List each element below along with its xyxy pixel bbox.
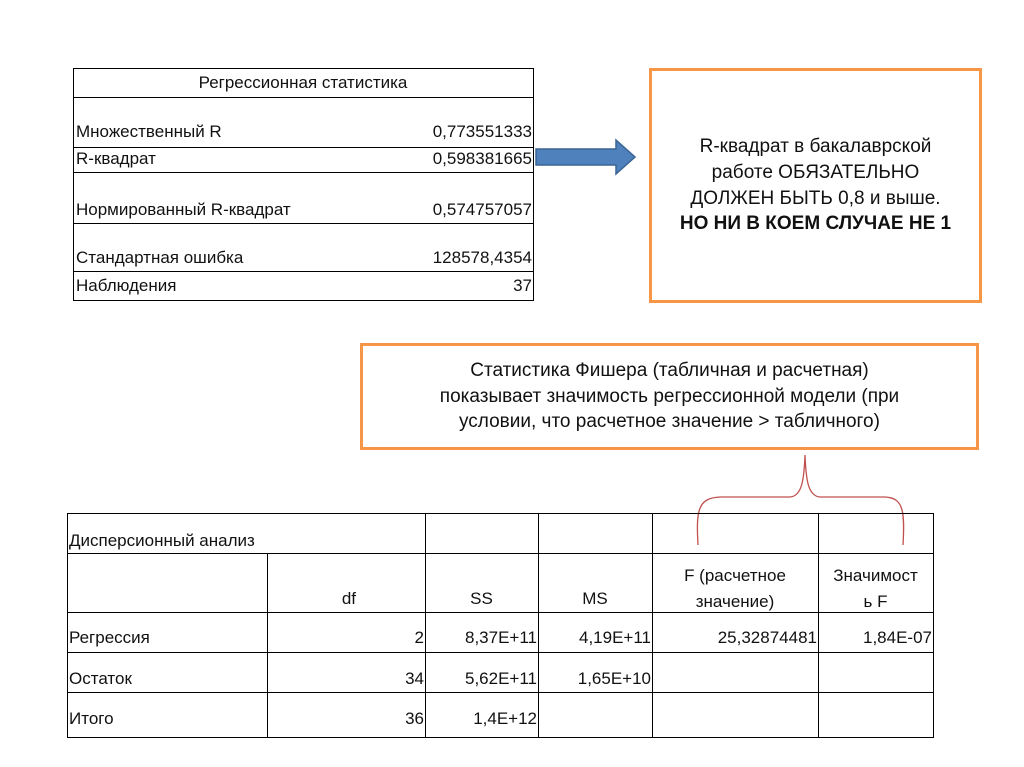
header-ss: SS — [470, 589, 493, 608]
row-value: 0,773551333 — [432, 122, 532, 141]
cell-df: 36 — [405, 709, 424, 728]
row-label: Регрессия — [69, 628, 150, 647]
fisher-note — [360, 343, 979, 450]
note-line: показывает значимость регрессионной модели (при — [439, 385, 900, 407]
header-f-line: значение) — [695, 592, 775, 611]
cell-ss: 1,4E+12 — [473, 709, 537, 728]
table-border — [67, 513, 68, 738]
table-border — [73, 300, 534, 301]
table-border — [538, 513, 539, 738]
cell-df: 34 — [405, 669, 424, 688]
row-label: Остаток — [69, 669, 132, 688]
table-border — [67, 737, 934, 738]
row-value: 0,574757057 — [432, 200, 532, 219]
cell-ss: 8,37E+11 — [464, 628, 537, 647]
cell-ms: 1,65E+10 — [577, 669, 651, 688]
table-border — [73, 271, 534, 272]
table-border — [67, 692, 934, 693]
header-sig-line: ь F — [863, 592, 888, 611]
note-line: условии, что расчетное значение > табличного) — [459, 411, 880, 433]
right-arrow-icon — [534, 138, 638, 176]
table-border — [67, 513, 934, 514]
header-significance-f — [818, 563, 933, 615]
table-title: Регрессионная статистика — [198, 73, 408, 92]
table-border — [73, 68, 534, 69]
cell-ms: 4,19E+11 — [578, 628, 651, 647]
table-border — [73, 147, 534, 148]
row-label: Стандартная ошибка — [76, 248, 244, 267]
curly-brace-icon — [690, 450, 915, 550]
table-title: Дисперсионный анализ — [69, 531, 255, 550]
table-border — [67, 553, 934, 554]
table-border — [73, 97, 534, 98]
row-label: Наблюдения — [76, 276, 177, 295]
table-border — [652, 513, 653, 738]
table-border — [73, 223, 534, 224]
note-line: ДОЛЖЕН БЫТЬ 0,8 и выше. — [690, 187, 941, 209]
header-ms: MS — [582, 589, 608, 608]
row-label: Нормированный R-квадрат — [76, 200, 291, 219]
table-border — [73, 172, 534, 173]
note-line: Статистика Фишера (табличная и расчетная) — [470, 360, 869, 382]
header-f-line: F (расчетное — [684, 566, 786, 585]
cell-sig: 1,84E-07 — [863, 628, 932, 647]
note-line: R-квадрат в бакалаврской — [699, 136, 932, 158]
table-border — [267, 553, 268, 738]
row-value: 128578,4354 — [432, 248, 532, 267]
cell-ss: 5,62E+11 — [464, 669, 537, 688]
note-line: работе ОБЯЗАТЕЛЬНО — [711, 161, 920, 183]
row-label: Множественный R — [76, 122, 222, 141]
r-squared-note — [649, 68, 982, 303]
header-df: df — [341, 589, 356, 608]
header-f — [652, 563, 818, 615]
table-border — [67, 652, 934, 653]
row-label: Итого — [69, 709, 114, 728]
header-sig-line: Значимост — [833, 566, 918, 585]
row-value: 37 — [513, 276, 532, 295]
table-border — [425, 513, 426, 738]
table-border — [73, 68, 74, 301]
row-value: 0,598381665 — [432, 149, 532, 168]
table-border — [533, 68, 534, 301]
table-border — [818, 513, 819, 738]
note-line-bold: НО НИ В КОЕМ СЛУЧАЕ НЕ 1 — [679, 213, 952, 235]
cell-f: 25,32874481 — [717, 628, 817, 647]
cell-df: 2 — [414, 628, 424, 647]
row-label: R-квадрат — [76, 149, 156, 168]
table-border — [933, 513, 934, 738]
